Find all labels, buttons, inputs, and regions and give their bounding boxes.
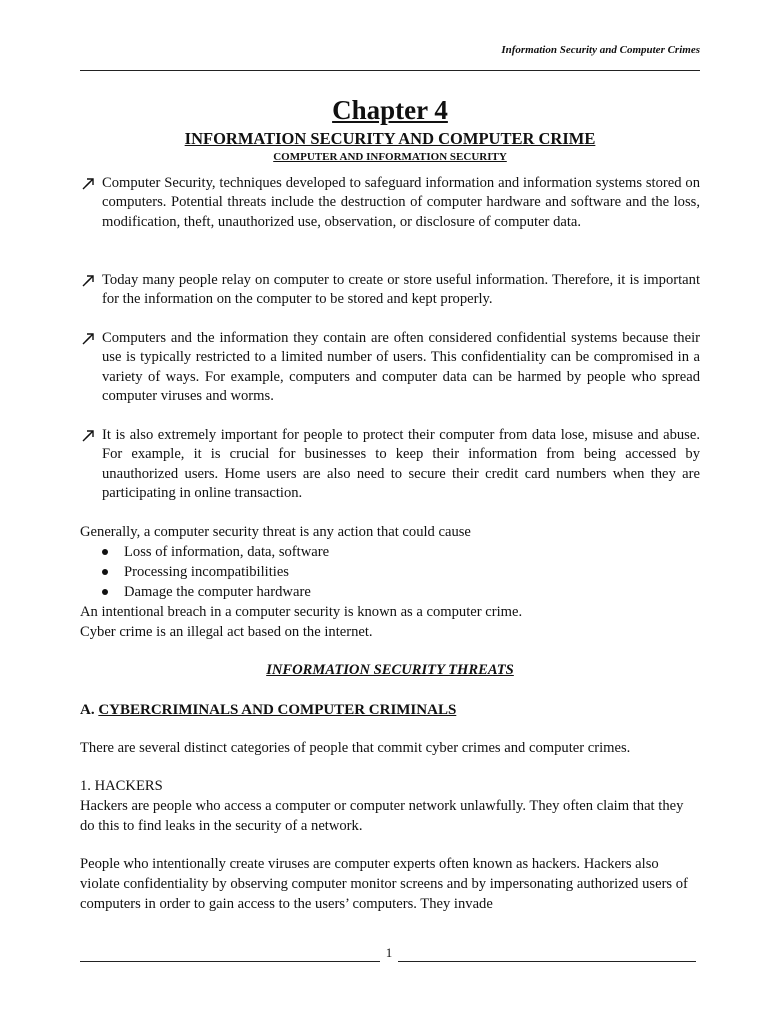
- right-pointing-hand-arrow-icon: [80, 426, 98, 444]
- bullet-paragraph: [80, 174, 700, 232]
- bullet-paragraph: [80, 329, 700, 407]
- list-item: [80, 562, 680, 582]
- list-item-text: Processing incompatibilities: [124, 564, 289, 581]
- subsection-letter: A.: [80, 702, 95, 718]
- hackers-heading: 1. HACKERS: [80, 778, 163, 794]
- crime-definition: An intentional breach in a computer security is known as a computer crime.: [80, 604, 523, 620]
- footer-rule: [80, 961, 380, 962]
- right-pointing-hand-arrow-icon: [80, 174, 98, 192]
- bullet-dot-icon: [102, 569, 108, 575]
- bullet-dot-icon: [102, 549, 108, 555]
- page-number: 1: [385, 945, 393, 960]
- subsection-title: CYBERCRIMINALS AND COMPUTER CRIMINALS: [98, 702, 457, 718]
- categories-intro: There are several distinct categories of people that commit cyber crimes and computer crimes.: [80, 740, 631, 756]
- hackers-paragraph: People who intentionally create viruses are computer experts often known as hackers. Hackers also violate confidentiality by observing computer monitor screens and by impersonating authorized users of computers in order to gain access to the users’ computers. They invade: [80, 856, 688, 912]
- footer-rule: [398, 961, 696, 962]
- bullet-paragraph: [80, 271, 700, 310]
- bullet-text: Computer Security, techniques developed to safeguard information and information systems stored on computers. Potential threats include the destruction of computer hardware and software and the loss, modification, theft, unauthorized use, observation, or disclosure of computer data.: [102, 175, 700, 230]
- subsection-heading: [80, 700, 456, 720]
- right-pointing-hand-arrow-icon: [80, 271, 98, 289]
- bullet-paragraph: [80, 426, 700, 504]
- sub-title: COMPUTER AND INFORMATION SECURITY: [273, 151, 507, 163]
- list-item: [80, 542, 680, 562]
- right-pointing-hand-arrow-icon: [80, 329, 98, 347]
- bullet-text: Today many people relay on computer to create or store useful information. Therefore, it is important for the information on the computer to be stored and kept properly.: [102, 272, 700, 308]
- section-heading: INFORMATION SECURITY THREATS: [266, 662, 514, 678]
- hackers-paragraph: Hackers are people who access a computer or computer network unlawfully. They often claim that they do this to find leaks in the security of a network.: [80, 798, 684, 834]
- chapter-title: Chapter 4: [332, 95, 448, 125]
- bullet-dot-icon: [102, 589, 108, 595]
- bullet-text: Computers and the information they contain are often considered confidential systems because their use is typically restricted to a limited number of users. This confidentiality can be compromised in a variety of ways. For example, computers and computer data can be harmed by people who spread computer viruses and worms.: [102, 330, 700, 405]
- list-item-text: Damage the computer hardware: [124, 584, 311, 601]
- list-item: [80, 582, 680, 602]
- running-header: Information Security and Computer Crimes: [501, 44, 700, 56]
- header-rule: [80, 70, 700, 71]
- main-title: INFORMATION SECURITY AND COMPUTER CRIME: [184, 129, 596, 148]
- threat-list: [80, 542, 680, 603]
- cyber-crime-definition: Cyber crime is an illegal act based on the internet.: [80, 624, 373, 640]
- threat-intro: Generally, a computer security threat is any action that could cause: [80, 524, 471, 540]
- list-item-text: Loss of information, data, software: [124, 544, 330, 560]
- bullet-text: It is also extremely important for people to protect their computer from data lose, misuse and abuse. For example, it is crucial for businesses to keep their information from being accessed by unauthorized users. Home users are also need to secure their credit card numbers when they are participating in online transaction.: [102, 427, 700, 502]
